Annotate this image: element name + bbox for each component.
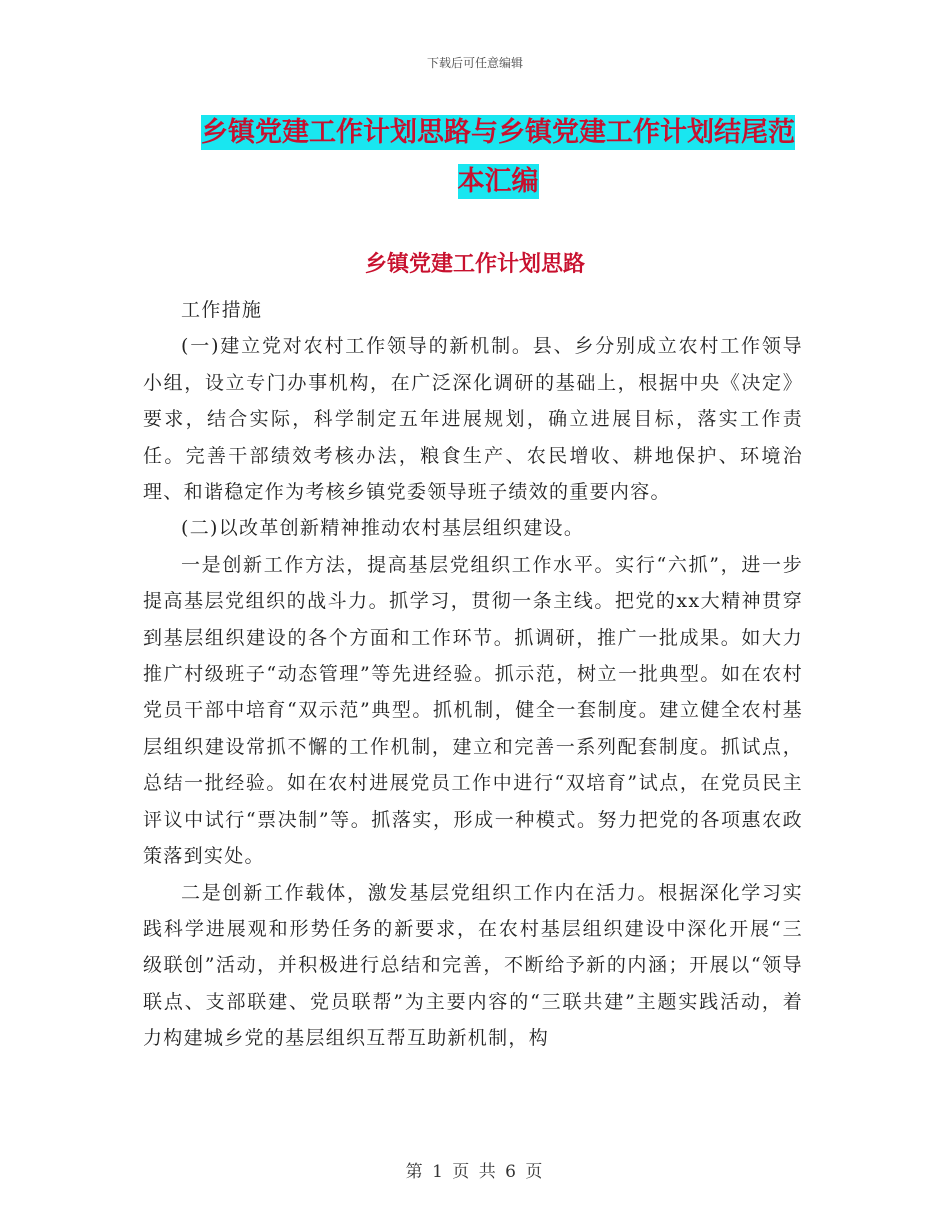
- paragraph: 二是创新工作载体，激发基层党组织工作内在活力。根据深化学习实践科学进展观和形势任务的新要求，在农村基层组织建设中深化开展“三级联创”活动，并积极进行总结和完善，不断给予新的内涵；开展以“领导联点、支部联建、党员联帮”为主要内容的“三联共建”主题实践活动，着力构建城乡党的基层组织互帮互助新机制，构: [143, 881, 803, 1050]
- body-text: [143, 292, 803, 1057]
- paragraph: 一是创新工作方法，提高基层党组织工作水平。实行“六抓”，进一步提高基层党组织的战斗力。抓学习，贯彻一条主线。把党的xx大精神贯穿到基层组织建设的各个方面和工作环节。抓调研，推广一批成果。如大力推广村级班子“动态管理”等先进经验。抓示范，树立一批典型。如在农村党员干部中培育“双示范”典型。抓机制，健全一套制度。建立健全农村基层组织建设常抓不懈的工作机制，建立和完善一系列配套制度。抓试点，总结一批经验。如在农村进展党员工作中进行“双培育”试点，在党员民主评议中试行“票决制”等。抓落实，形成一种模式。努力把党的各项惠农政策落到实处。: [143, 553, 803, 868]
- section-title: 乡镇党建工作计划思路: [364, 252, 585, 277]
- page-footer: 第 1 页 共 6 页: [405, 1162, 545, 1182]
- document-title-text: 乡镇党建工作计划思路与乡镇党建工作计划结尾范本汇编: [201, 117, 795, 197]
- document-title: [192, 108, 804, 206]
- header-note: 下载后可任意编辑: [426, 56, 523, 70]
- paragraph: (二)以改革创新精神推动农村基层组织建设。: [181, 517, 585, 540]
- paragraph: (一)建立党对农村工作领导的新机制。县、乡分别成立农村工作领导小组，设立专门办事机构，在广泛深化调研的基础上，根据中央《决定》要求，结合实际，科学制定五年进展规划，确立进展目标，落实工作责任。完善干部绩效考核办法，粮食生产、农民增收、耕地保护、环境治理、和谐稳定作为考核乡镇党委领导班子绩效的重要内容。: [143, 335, 803, 504]
- paragraph: 工作措施: [181, 299, 263, 321]
